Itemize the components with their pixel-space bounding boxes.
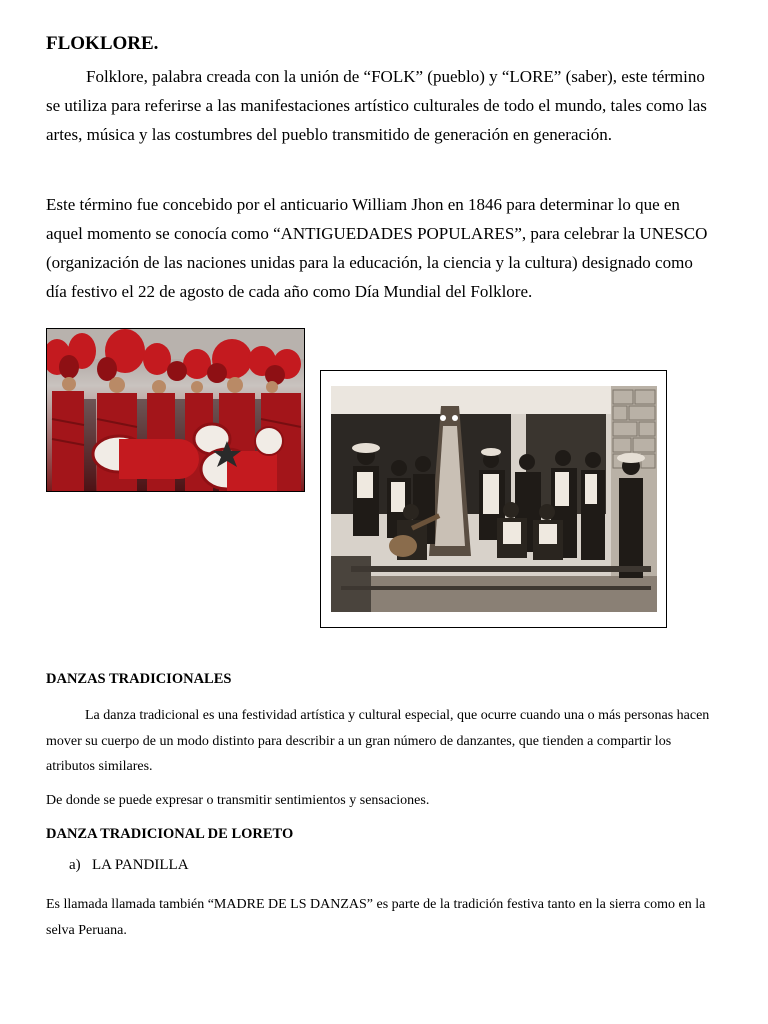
document-title: FLOKLORE. (46, 33, 159, 54)
section-heading-loreto-dance: DANZA TRADICIONAL DE LORETO (46, 826, 294, 842)
dance-expression-paragraph: De donde se puede expresar o transmitir sentimientos y sensaciones. (46, 793, 430, 808)
musicians-group-photo (320, 370, 667, 628)
dancers-photo (46, 328, 305, 492)
section-heading-traditional-dances: DANZAS TRADICIONALES (46, 671, 232, 687)
list-item (69, 857, 189, 874)
pandilla-paragraph: Es llamada llamada también “MADRE DE LS DANZAS” es parte de la tradición festiva tanto en la sierra como en la selva Peruana. (46, 897, 706, 938)
intro-paragraph: Folklore, palabra creada con la unión de “FOLK” (pueblo) y “LORE” (saber), este término se utiliza para referirse a las manifestaciones artístico culturales de todo el mundo, tales como las artes, música y las costumbres del pueblo transmitido de generación en generación. (46, 67, 707, 144)
list-item-label: LA PANDILLA (92, 857, 189, 873)
history-paragraph: Este término fue concebido por el anticuario William Jhon en 1846 para determinar lo que en aquel momento se conocía como “ANTIGUEDADES POPULARES”, para celebrar la UNESCO (organización de las naciones unidas para la educación, la ciencia y la cultura) designado como día festivo el 22 de agosto de cada año como Día Mundial del Folklore. (46, 195, 708, 301)
musicians-group-photo-image (321, 371, 666, 627)
dance-definition-paragraph: La danza tradicional es una festividad artística y cultural especial, que ocurre cuando una o más personas hacen mover su cuerpo de un modo distinto para describir a un gran número de danzantes, que tienden a compartir los atributos similares. (46, 708, 710, 774)
dancers-photo-image (47, 329, 304, 491)
list-item-marker: a) (69, 857, 81, 873)
